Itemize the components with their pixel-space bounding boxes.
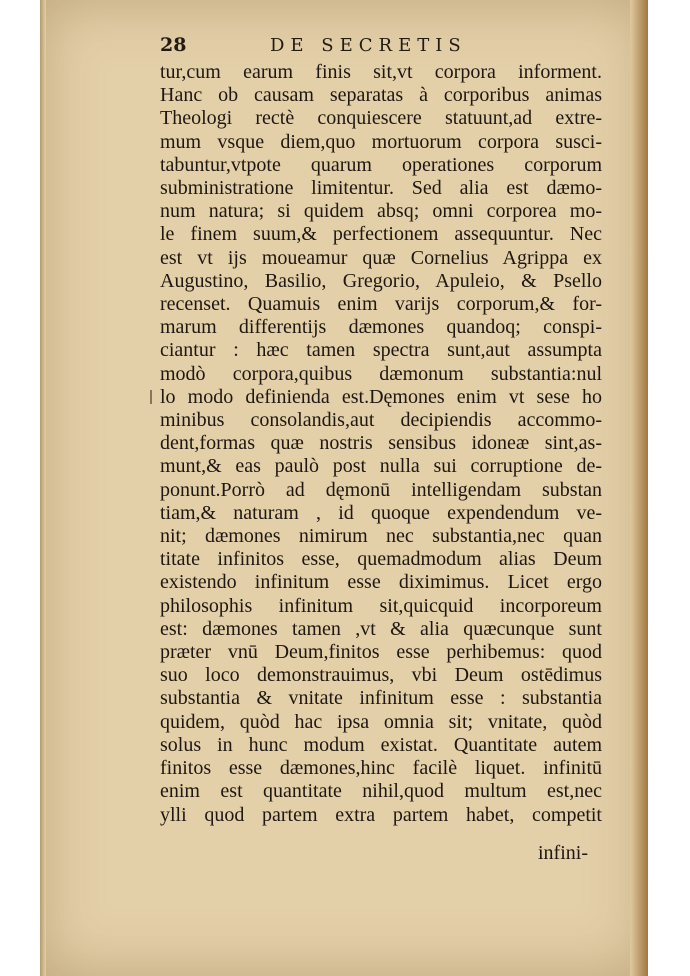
text-line: Augustino, Basilio, Gregorio, Apuleio, & Psello	[160, 269, 602, 292]
text-line: titate infinitos esse, quemadmodum alias Deum	[160, 548, 602, 571]
text-line: ponunt.Porrò ad dęmonū intelligendam substan	[160, 478, 602, 501]
text-line: est vt ijs moueamur quæ Cornelius Agrippa ex	[160, 246, 602, 269]
text-line: ciantur : hæc tamen spectra sunt,aut assumpta	[160, 339, 602, 362]
page-gutter-shadow	[40, 0, 46, 976]
ink-mark	[150, 390, 152, 404]
text-line: marum differentijs dæmones quandoq; conspi-	[160, 316, 602, 339]
text-line: existendo infinitum esse diximimus. Licet ergo	[160, 571, 602, 594]
text-line: lo modo definienda est.Dęmones enim vt sese ho	[160, 385, 602, 408]
text-line: mum vsque diem,quo mortuorum corpora susci-	[160, 130, 602, 153]
text-line: est: dæmones tamen ,vt & alia quæcunque sunt	[160, 617, 602, 640]
text-line: num natura; si quidem absq; omni corporea mo-	[160, 200, 602, 223]
text-line: præter vnū Deum,finitos esse perhibemus: quod	[160, 641, 602, 664]
page-number: 28	[160, 34, 187, 56]
page-edge	[630, 0, 648, 976]
page-header	[160, 34, 600, 58]
text-line: philosophis infinitum sit,quicquid incorporeum	[160, 594, 602, 617]
text-line: suo loco demonstrauimus, vbi Deum ostēdimus	[160, 664, 602, 687]
text-line: modò corpora,quibus dæmonum substantia:nul	[160, 362, 602, 385]
catchword: infini-	[538, 842, 588, 864]
text-line: nit; dæmones nimirum nec substantia,nec quan	[160, 525, 602, 548]
text-line: tiam,& naturam , id quoque expendendum ve-	[160, 501, 602, 524]
body-text	[160, 61, 602, 827]
text-line: dent,formas quæ nostris sensibus idoneæ sint,as-	[160, 432, 602, 455]
text-line: finitos esse dæmones,hinc facilè liquet. infinitū	[160, 757, 602, 780]
running-head: DE SECRETIS	[270, 35, 467, 56]
text-line: recenset. Quamuis enim varijs corporum,& for-	[160, 293, 602, 316]
text-line: substantia & vnitate infinitum esse : substantia	[160, 687, 602, 710]
text-line: minibus consolandis,aut decipiendis accommo-	[160, 409, 602, 432]
text-line: le finem suum,& perfectionem assequuntur. Nec	[160, 223, 602, 246]
text-line: tabuntur,vtpote quarum operationes corporum	[160, 153, 602, 176]
text-line: Hanc ob causam separatas à corporibus animas	[160, 84, 602, 107]
text-line: enim est quantitate nihil,quod multum est,nec	[160, 780, 602, 803]
text-line: quidem, quòd hac ipsa omnia sit; vnitate, quòd	[160, 710, 602, 733]
text-line: tur,cum earum finis sit,vt corpora informent.	[160, 61, 602, 83]
text-line: Theologi rectè conquiescere statuunt,ad extre-	[160, 107, 602, 130]
text-line: solus in hunc modum existat. Quantitate autem	[160, 733, 602, 756]
text-line: ylli quod partem extra partem habet, competit	[160, 803, 602, 826]
text-line: subministratione limitentur. Sed alia est dæmo-	[160, 177, 602, 200]
text-line: munt,& eas paulò post nulla sui corruptione de-	[160, 455, 602, 478]
